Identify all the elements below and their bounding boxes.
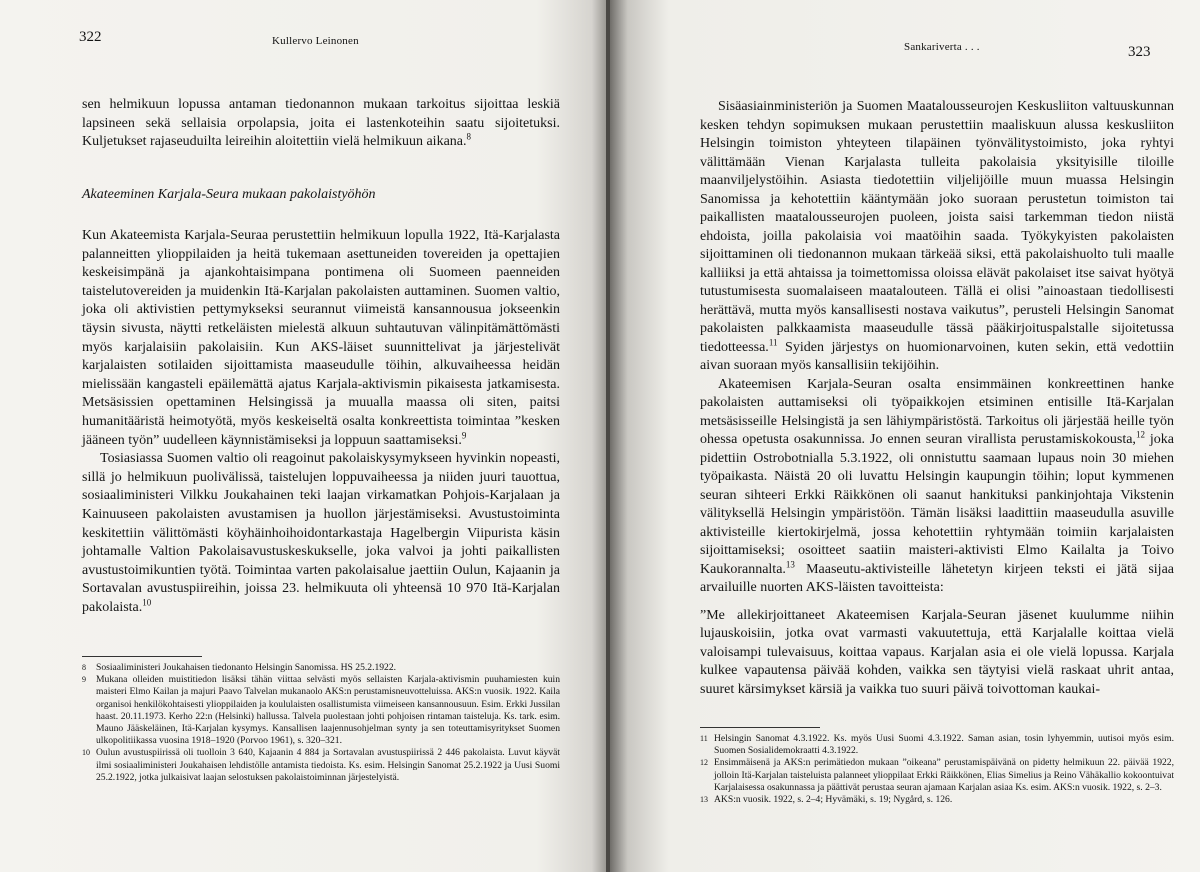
left-paragraph-3: Tosiasiassa Suomen valtio oli reagoinut pakolaiskysymykseen hyvinkin nopeasti, sillä jo helmikuun puolivälissä, taistelujen loppuvaiheessa ja niiden juuri tauottua, sosiaaliministeri Vilkku Joukahainen teki laajan virkamatkan Pohjois-Karjalaan ja Kainuuseen pakolaisten avustamisen ja huollon järjestämiseksi. Avustustoiminta keskitettiin välittömästi köyhäinhoihoidontarkastaja Hagelbergin Viipurista käsin johtamalle Valtion Pakolaisavustuskeskukselle, joka valvoi ja johti paikallisten avustustoimikuntien työtä. Toimintaa varten pakolaisalue jaettiin Oulun, Kajaanin ja Sortavalan avustuspiireihin, joissa 23. helmikuuta oli yhteensä 10 970 Itä-Karjalan pakolaista.$^{10}$ (82, 451, 560, 615)
page-number-right: 323 (1128, 44, 1151, 60)
right-paragraph-1: Sisäasiainministeriön ja Suomen Maatalousseurojen Keskusliiton valtuuskunnan kesken tehdyn sopimuksen mukaan perustettiin maaliskuun alussa keskusliiton Helsingin toimiston yhteyteen tilapäinen työnvälitystoimisto, joka ryhtyi välittämään Vienan Karjalasta tulleita pakolaisia yksityisille tiloille maanviljelystöihin. Asiasta tiedotettiin viljelijöille muun muassa Helsingin Sanomissa ja kehotettiin kääntymään joko suoraan perustetun toimiston tai paikallisten maatalousseurojen puoleen, joista saisi tarkemman tiedon niistä ehdoista, joilla pakolaisia voi maatöihin saada. Työkykyisten pakolaisten sijoittaminen oli tiedonannon mukaan tärkeää siksi, että pakolaishuolto tuli maalle kalliiksi ja että ahtaissa ja toimettomissa oloissa elävät pakolaiset itse saivat hyötyä tutustumisesta suomalaiseen maatalouteen. Tällä ei olisi ”ainoastaan tiedollisesti herättävä, mutta myös kansallisesti nostava vaikutus”, perusteli Helsingin Sanomat pakolaisten palkkaamista maaseudulle tässä pääkirjoituspalstalle sijoitetussa tiedotteessa.$^{11}$ Syiden järjestys on huomionarvoinen, kuten sekin, että vedottiin aivan suoraan myös kansallisiin tekijöihin. (700, 99, 1174, 373)
footnote-10: 10 Oulun avustuspiirissä oli tuolloin 3 640, Kajaanin 4 884 ja Sortavalan avustuspiirissä 2 446 pakolaista. Luvut käyvät ilmi sosiaaliministeri Joukahaisen lehdistölle antamista tiedoista. Ks. esim. Helsingin Sanomat 25.2.1922 ja Uusi Suomi 25.2.1922, jotka julkaisivat laajan selostuksen pakolaistoiminnan järjestelyistä. (82, 747, 560, 783)
footnote-9: 9 Mukana olleiden muistitiedon lisäksi tähän viittaa selvästi myös sellaisten Karjala-aktivismin puuhamiesten kuin maisteri Elmo Kailan ja majuri Paavo Talvelan mukanaolo AKS:n perustamisneuvotteluissa. AKS:n vuosik. 1922. Kaila organisoi henkilökohtaisesti ylioppilaiden ja koululaisten osallistumista viimeiseen kansannousuun. Esim. Erkki Jussilan haast. 20.11.1973. Kerho 22:n (Helsinki) hallussa. Talvela puolestaan johti pohjoisen rintaman taisteluja. Ks. tark. esim. Mauno Jääskeläinen, Itä-Karjalan kysymys. Kansallisen laajennusohjelman synty ja sen toteuttamisyritykset Suomen ulkopolitiikassa vuosina 1918–1920 (Porvoo 1961), s. 320–321. (82, 674, 560, 747)
footnote-11: 11 Helsingin Sanomat 4.3.1922. Ks. myös Uusi Suomi 4.3.1922. Saman asian, tosin lyhyemmin, uutisoi myös esim. Suomen Sosialidemokraatti 4.3.1922. (700, 733, 1174, 757)
running-head-right: Sankariverta . . . (904, 41, 980, 53)
right-paragraph-2: Akateemisen Karjala-Seuran osalta ensimmäinen konkreettinen hanke pakolaisten auttamiseksi oli työpaikkojen etsiminen entisille Itä-Karjalan metsäsisseille Helsingistä ja sen lähiympäristöstä. Tarkoitus oli järjestää heille työn ohessa opetusta osakunnissa. Jo ennen seuran virallista perustamiskokousta,$^{12}$ joka pidettiin Ostrobotnialla 5.3.1922, oli onnistuttu saamaan lupaus noin 30 miehen työpaikasta. Näistä 20 oli luvattu Helsingin kaupungin töihin; loput kymmenen seuran sihteeri Erkki Räikkönen oli saanut hankituksi pankinjohtaja Vikstenin välityksellä Helsingin ympäristöön. Tämän lisäksi laadittiin maaseudulla asuville aktivisteille kiertokirjelmä, jossa kehotettiin ryhtymään toimiin karjalaisten sijoittamiseksi; osoitteet saatiin maisteri-aktivisti Elmo Kailalta ja Toivo Kaukorannalta.$^{13}$ Maaseutu-aktivisteille lähetetyn kirjeen teksti ei jätä sijaa arvailuille nuorten AKS-läisten tavoitteista: (700, 376, 1174, 595)
footnote-8: 8 Sosiaaliministeri Joukahaisen tiedonanto Helsingin Sanomissa. HS 25.2.1922. (82, 662, 397, 673)
footnote-ref-12: 12 (1135, 429, 1145, 440)
footnote-divider-right (700, 727, 820, 728)
footnote-ref-10: 10 (142, 597, 152, 608)
footnote-12: 12 Ensimmäisenä ja AKS:n perimätiedon mukaan ”oikeana” perustamispäivänä on pidetty helmikuun 22. päivää 1922, jolloin Itä-Karjalan taisteluista palanneet ylioppilaat Erkki Räikkönen, Elias Simelius ja Reino Vähäkallio kokoontuivat Karjalaisessa osakunnassa ja päättivät perustaa seuran ajamaan Karjalan asiaa Ks. esim. AKS:n vuosik. 1922, s. 2–3. (700, 757, 1174, 793)
left-intro-paragraph: sen helmikuun lopussa antaman tiedonannon mukaan tarkoitus sijoittaa leskiä lapsineen sekä sellaisia orpolapsia, joita ei lastenkoteihin saatu sijoitetuksi. Kuljetukset rajaseuduilta leireihin aloitettiin vielä helmikuun aikana.$^8$ (82, 97, 560, 150)
section-heading: Akateeminen Karjala-Seura mukaan pakolaistyöhön (82, 187, 376, 202)
left-paragraph-2: Kun Akateemista Karjala-Seuraa perustettiin helmikuun lopulla 1922, Itä-Karjalasta palanneitten ylioppilaiden ja heitä tukemaan asettuneiden tovereiden ja opettajien keskeisimpänä ja ajankohtaisimpana pontimena oli Suomeen paenneiden taistelutovereiden ja muidenkin Itä-Karjalan pakolaisten auttaminen. Suomen valtio, joka oli aktivistien pettymykseksi seurannut viimeistä kansannousua jokseenkin täysin sivusta, näytti retkeläisten mielestä alkuun suhtautuvan välinpitämättömästi myös karjalaisiin pakolaisiin. Kun AKS-läiset suunnittelivat ja järjestelivät karjalaisten sotilaiden sijoittamista maaseudulle töihin, alkuvaiheessa heidän mielissään kangasteli epäilemättä ajatus Karjala-aktivismin pikaisesta jatkamisesta. Metsäsissien opettaminen Helsingissä ja muualla maassa oli siten, paitsi humanitääristä heimotyötä, myös keskeiseltä osalta konkreettista toimintaa ”kesken jääneen työn” uudelleen käynnistämiseksi ja loppuun saattamiseksi.$^9$ (82, 228, 560, 448)
page-number-left: 322 (79, 29, 102, 45)
right-body-block (700, 98, 1174, 699)
footnote-ref-13: 13 (785, 558, 795, 569)
right-page (610, 0, 1200, 872)
right-quote: ”Me allekirjoittaneet Akateemisen Karjala-Seuran jäsenet kuulumme niihin lujauskoisiin, jotka ovat varmasti vakuutettuja, että Karjalalle koittaa vielä valoisampi tulevaisuus, koittaa vapaus. Karjalan asia ei ole vielä lopussa. Karjala kulkee vapautensa päivää kohden, vaikka sen täytyisi vielä raskaat uhrit antaa, suuret kärsimykset kärsiä ja vaikka tuo suuri päivä toivottoman kaukai- (700, 607, 1174, 697)
left-footnotes (82, 662, 560, 784)
footnote-divider-left (82, 656, 202, 657)
footnote-ref-9: 9 (461, 429, 467, 440)
running-head-left: Kullervo Leinonen (272, 35, 359, 47)
footnote-ref-11: 11 (768, 336, 778, 347)
footnote-13: 13 AKS:n vuosik. 1922, s. 2–4; Hyvämäki, s. 19; Nygård, s. 126. (700, 794, 953, 806)
right-footnotes (700, 733, 1174, 806)
footnote-ref-8: 8 (466, 131, 471, 142)
left-intro-block (82, 96, 560, 152)
left-body-block (82, 227, 560, 617)
